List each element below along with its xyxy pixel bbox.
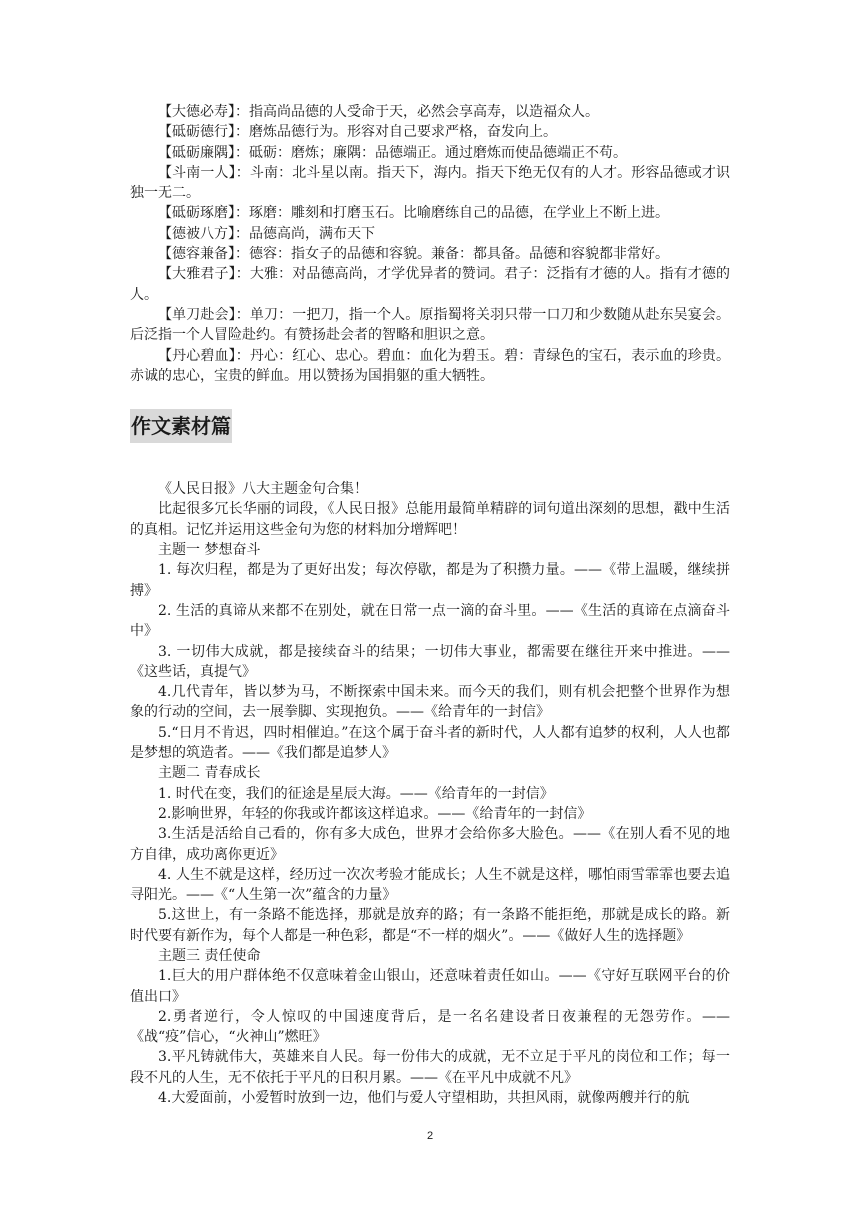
page-number: 2 xyxy=(426,1130,434,1142)
quote-item: 1. 时代在变，我们的征途是星辰大海。——《给青年的一封信》 xyxy=(158,785,554,802)
idiom-list xyxy=(130,102,730,386)
page-content xyxy=(130,102,730,1108)
idiom-entry: 【砥砺琢磨】：琢磨：雕刻和打磨玉石。比喻磨练自己的品德，在学业上不断上进。 xyxy=(158,205,669,222)
idiom-entry: 【大雅君子】：大雅：对品德高尚，才学优异者的赞词。君子：泛指有才德的人。指有才德的人。 xyxy=(130,266,730,303)
theme-title: 主题二 青春成长 xyxy=(158,765,261,782)
quote-item: 4.大爱面前，小爱暂时放到一边，他们与爱人守望相助，共担风雨，就像两艘并行的航 xyxy=(158,1090,690,1107)
quote-item: 2.勇者逆行，令人惊叹的中国速度背后，是一名名建设者日夜兼程的无怨劳作。——《战“疫”信心，“火神山”燃旺》 xyxy=(130,1008,730,1046)
idiom-entry: 【单刀赴会】：单刀：一把刀，指一个人。原指蜀将关羽只带一口刀和少数随从赴东吴宴会。后泛指一个人冒险赴约。有赞扬赴会者的智略和胆识之意。 xyxy=(130,306,730,344)
quote-item: 4. 人生不就是这样，经历过一次次考验才能成长；人生不就是这样，哪怕雨雪霏霏也要去追寻阳光。——《“人生第一次”蕴含的力量》 xyxy=(130,866,730,904)
quote-item: 1.巨大的用户群体绝不仅意味着金山银山，还意味着责任如山。——《守好互联网平台的价值出口》 xyxy=(130,968,730,1005)
idiom-entry: 【丹心碧血】：丹心：红心、忠心。碧血：血化为碧玉。碧：青绿色的宝石，表示血的珍贵。赤诚的忠心，宝贵的鲜血。用以赞扬为国捐躯的重大牺牲。 xyxy=(130,347,730,384)
idiom-entry: 【德容兼备】：德容：指女子的品德和容貌。兼备：都具备。品德和容貌都非常好。 xyxy=(158,246,669,263)
quote-item: 4.几代青年，皆以梦为马，不断探索中国未来。而今天的我们，则有机会把整个世界作为想象的行动的空间，去一展拳脚、实现抱负。——《给青年的一封信》 xyxy=(130,684,730,721)
quote-item: 3.平凡铸就伟大，英雄来自人民。每一份伟大的成就，无不立足于平凡的岗位和工作；每一段不凡的人生，无不依托于平凡的日积月累。——《在平凡中成就不凡》 xyxy=(130,1049,730,1086)
theme-title: 主题一 梦想奋斗 xyxy=(158,542,261,559)
essay-material-section xyxy=(130,479,730,1108)
theme-title: 主题三 责任使命 xyxy=(158,947,261,964)
quote-item: 1. 每次归程，都是为了更好出发；每次停歇，都是为了积攒力量。——《带上温暖，继续拼搏》 xyxy=(130,562,730,599)
section-heading: 作文素材篇 xyxy=(130,409,232,443)
intro-title: 《人民日报》八大主题金句合集！ xyxy=(158,481,368,498)
idiom-entry: 【德被八方】：品德高尚，满布天下 xyxy=(158,225,375,242)
idiom-entry: 【斗南一人】：斗南：北斗星以南。指天下，海内。指天下绝无仅有的人才。形容品德或才识独一无二。 xyxy=(130,164,730,202)
quote-item: 2.影响世界，年轻的你我或许都该这样追求。——《给青年的一封信》 xyxy=(158,805,592,822)
quote-item: 5.“日月不肯迟，四时相催迫。”在这个属于奋斗者的新时代，人人都有追梦的权利，人人也都是梦想的筑造者。——《我们都是追梦人》 xyxy=(130,724,730,762)
quote-item: 5.这世上，有一条路不能选择，那就是放弃的路；有一条路不能拒绝，那就是成长的路。新时代要有新作为，每个人都是一种色彩，都是“不一样的烟火”。——《做好人生的选择题》 xyxy=(130,907,730,944)
intro-text: 比起很多冗长华丽的词段，《人民日报》总能用最简单精辟的词句道出深刻的思想，戳中生活的真相。记忆并运用这些金句为您的材料加分增辉吧！ xyxy=(130,501,730,538)
quote-item: 3.生活是活给自己看的，你有多大成色，世界才会给你多大脸色。——《在别人看不见的地方自律，成功离你更近》 xyxy=(130,826,730,863)
quote-item: 2. 生活的真谛从来都不在别处，就在日常一点一滴的奋斗里。——《生活的真谛在点滴奋斗中》 xyxy=(130,602,730,640)
idiom-entry: 【砥砺德行】：磨炼品德行为。形容对自己要求严格，奋发向上。 xyxy=(158,124,557,141)
idiom-entry: 【大德必寿】：指高尚品德的人受命于天，必然会享高寿，以造福众人。 xyxy=(158,104,599,120)
quote-item: 3. 一切伟大成就，都是接续奋斗的结果；一切伟大事业，都需要在继往开来中推进。——《这些话，真提气》 xyxy=(130,643,730,680)
idiom-entry: 【砥砺廉隅】：砥砺：磨炼；廉隅：品德端正。通过磨炼而使品德端正不苟。 xyxy=(158,144,627,161)
